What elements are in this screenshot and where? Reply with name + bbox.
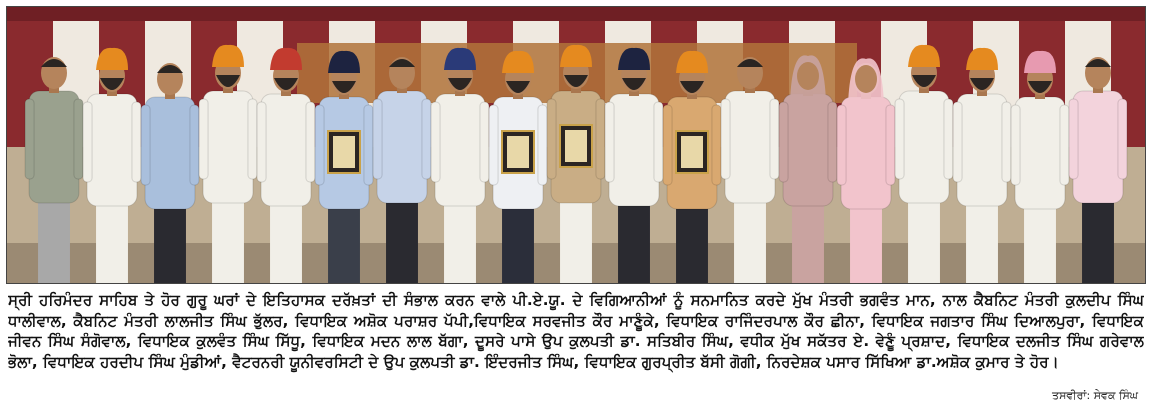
person-right-arm — [132, 102, 141, 182]
person-right-arm — [248, 99, 257, 179]
person-left-arm — [605, 102, 614, 182]
person-left-arm — [895, 99, 904, 179]
person-torso — [377, 91, 427, 203]
person-torso — [957, 94, 1007, 206]
backdrop-top-band — [7, 7, 1145, 21]
person-torso — [87, 94, 137, 206]
person-left-arm — [1069, 99, 1078, 179]
person-right-arm — [422, 99, 431, 179]
person-torso — [609, 94, 659, 206]
person-left-arm — [721, 99, 730, 179]
photo-caption: ਸ੍ਰੀ ਹਰਿਮੰਦਰ ਸਾਹਿਬ ਤੇ ਹੋਰ ਗੁਰੂ ਘਰਾਂ ਦੇ ਇਤਿਹਾਸਕ ਦਰੱਖ਼ਤਾਂ ਦੀ ਸੰਭਾਲ ਕਰਨ ਵਾਲੇ ਪੀ.ਏ.ਯੂ. ਦੇ ਵਿਗਿਆਨੀਆਂ ਨੂੰ ਸਨਮਾਨਿਤ ਕਰਦੇ ਮੁੱਖ ਮੰਤਰੀ ਭਗਵੰਤ ਮਾਨ, ਨਾਲ ਕੈਬਨਿਟ ਮੰਤਰੀ ਕੁਲਦੀਪ ਸਿੰਘ ਧਾਲੀਵਾਲ, ਕੈਬਨਿਟ ਮੰਤਰੀ ਲਾਲਜੀਤ ਸਿੰਘ ਭੁੱਲਰ, ਵਿਧਾਇਕ ਅਸ਼ੋਕ ਪਰਾਸ਼ਰ ਪੱਪੀ,ਵਿਧਾਇਕ ਸਰਵਜੀਤ ਕੌਰ ਮਾਣੂੰਕੇ, ਵਿਧਾਇਕ ਰਾਜਿੰਦਰਪਾਲ ਕੌਰ ਛੀਨਾ, ਵਿਧਾਇਕ ਜਗਤਾਰ ਸਿੰਘ ਦਿਆਲਪੁਰਾ, ਵਿਧਾਇਕ ਜੀਵਨ ਸਿੰਘ ਸੰਗੋਵਾਲ, ਵਿਧਾਇਕ ਕੁਲਵੰਤ ਸਿੰਘ ਸਿੱਧੂ, ਵਿਧਾਇਕ ਮਦਨ ਲਾਲ ਬੱਗਾ, ਦੂਸਰੇ ਪਾਸੇ ਉਪ ਕੁਲਪਤੀ ਡਾ. ਸਤਿਬੀਰ ਸਿੰਘ, ਵਧੀਕ ਮੁੱਖ ਸਕੱਤਰ ਏ. ਵੇਣੂੰ ਪ੍ਰਸ਼ਾਦ, ਵਿਧਾਇਕ ਦਲਜੀਤ ਸਿੰਘ ਗਰੇਵਾਲ ਭੋਲਾ, ਵਿਧਾਇਕ ਹਰਦੀਪ ਸਿੰਘ ਮੁੰਡੀਆਂ, ਵੈਟਰਨਰੀ ਯੂਨੀਵਰਸਿਟੀ ਦੇ ਉਪ ਕੁਲਪਤੀ ਡਾ. ਇੰਦਰਜੀਤ ਸਿੰਘ, ਵਿਧਾਇਕ ਗੁਰਪ੍ਰੀਤ ਬੱਸੀ ਗੋਗੀ, ਨਿਰਦੇਸ਼ਕ ਪਸਾਰ ਸਿੱਖਿਆ ਡਾ.ਅਸ਼ੋਕ ਕੁਮਾਰ ਤੇ ਹੋਰ। — [8, 291, 1144, 371]
person-right-arm — [596, 99, 605, 179]
person-right-arm — [1118, 99, 1127, 179]
person-torso — [899, 91, 949, 203]
person-right-arm — [480, 102, 489, 182]
person-right-arm — [712, 105, 721, 185]
certificate-paper — [681, 136, 703, 168]
person-left-arm — [199, 99, 208, 179]
certificate-paper — [507, 136, 529, 168]
person-right-arm — [364, 105, 373, 185]
person-left-arm — [1011, 105, 1020, 185]
person-left-arm — [257, 102, 266, 182]
news-photo — [6, 6, 1146, 284]
person-left-arm — [953, 102, 962, 182]
person-torso — [145, 97, 195, 209]
person-torso — [783, 94, 833, 206]
person-right-arm — [190, 105, 199, 185]
person-left-arm — [431, 102, 440, 182]
person-left-arm — [489, 105, 498, 185]
person-left-arm — [663, 105, 672, 185]
person-right-arm — [654, 102, 663, 182]
person-torso — [1015, 97, 1065, 209]
person-torso — [725, 91, 775, 203]
person-left-arm — [83, 102, 92, 182]
person-torso — [203, 91, 253, 203]
person-right-arm — [770, 99, 779, 179]
person-right-arm — [1002, 102, 1011, 182]
person-right-arm — [306, 102, 315, 182]
person-left-arm — [373, 99, 382, 179]
person-left-arm — [779, 102, 788, 182]
person-right-arm — [944, 99, 953, 179]
person-right-arm — [1060, 105, 1069, 185]
certificate-paper — [565, 130, 587, 162]
person-left-arm — [315, 105, 324, 185]
person-torso — [1073, 91, 1123, 203]
person-face — [797, 62, 819, 90]
person-right-arm — [538, 105, 547, 185]
person-torso — [261, 94, 311, 206]
person-left-arm — [25, 99, 34, 179]
person-torso — [29, 91, 79, 203]
certificate-paper — [333, 136, 355, 168]
person-face — [855, 65, 877, 93]
person-left-arm — [141, 105, 150, 185]
photo-credit: ਤਸਵੀਰਾਂ: ਸੇਵਕ ਸਿੰਘ — [1052, 389, 1138, 402]
person-right-arm — [74, 99, 83, 179]
person-torso — [435, 94, 485, 206]
person-torso — [841, 97, 891, 209]
person-left-arm — [547, 99, 556, 179]
person-left-arm — [837, 105, 846, 185]
group-photo-illustration — [7, 7, 1145, 283]
person-right-arm — [886, 105, 895, 185]
person-right-arm — [828, 102, 837, 182]
